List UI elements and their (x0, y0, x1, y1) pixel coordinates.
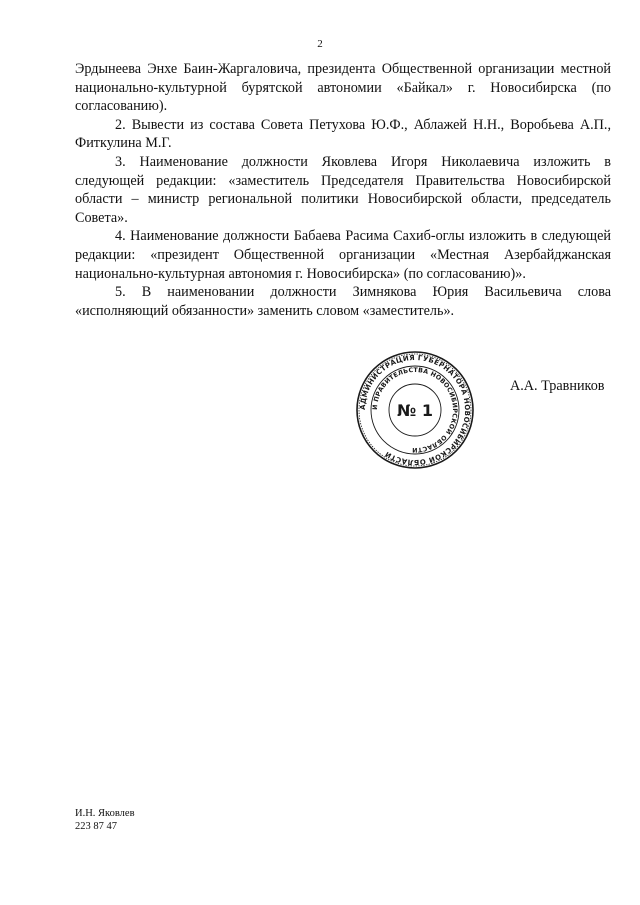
paragraph-item-2: 2. Вывести из состава Совета Петухова Ю.Ф., Аблажей Н.Н., Воробьева А.П., Фиткулина М.Г. (75, 116, 611, 152)
official-seal-stamp (355, 350, 475, 470)
footer-author: И.Н. Яковлев (75, 808, 135, 819)
stamp-inner-text: И ПРАВИТЕЛЬСТВА НОВОСИБИРСКОЙ ОБЛАСТИ (371, 366, 459, 454)
stamp-center-number: № 1 (397, 401, 433, 420)
footer-phone: 223 87 47 (75, 820, 117, 832)
paragraph-continuation: Эрдынеева Энхе Баин-Жаргаловича, президента Общественной организации местной национально-культурной бурятской автономии «Байкал» г. Новосибирска (по согласованию). (75, 61, 611, 115)
paragraph-item-3: 3. Наименование должности Яковлева Игоря Николаевича изложить в следующей редакции: «заместитель Председателя Правительства Новосибирской области – министр региональной политики Новосибирской области, председатель Совета». (75, 153, 611, 226)
document-footer (75, 808, 135, 833)
paragraph-item-5: 5. В наименовании должности Зимнякова Юрия Васильевича слова «исполняющий обязанности» заменить словом «заместитель». (75, 284, 611, 319)
signatory-name: А.А. Травников (510, 378, 605, 394)
stamp-outer-text: АДМИНИСТРАЦИЯ ГУБЕРНАТОРА НОВОСИБИРСКОЙ ОБЛАСТИ (358, 353, 472, 467)
document-body (75, 60, 611, 320)
paragraph-item-4: 4. Наименование должности Бабаева Расима Сахиб-оглы изложить в следующей редакции: «президент Общественной организации «Местная Азербайджанская национально-культурная автономия г. Новосибирска» (по согласованию)». (75, 228, 611, 282)
page-number: 2 (317, 38, 323, 50)
